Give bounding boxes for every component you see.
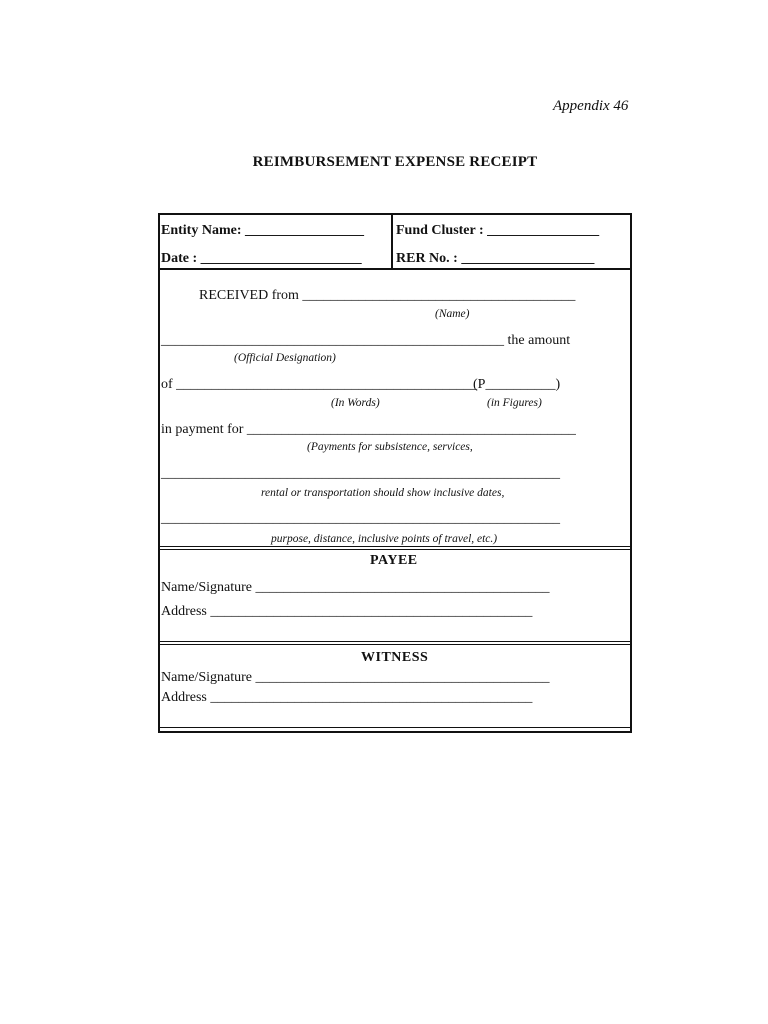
in-figures-caption: (in Figures) (487, 397, 542, 409)
witness-address-field[interactable]: Address ______________________________________________ (161, 690, 533, 705)
payment-caption-line-3: purpose, distance, inclusive points of travel, etc.) (271, 533, 498, 545)
amount-in-words-field[interactable]: of ___________________________________________ (161, 377, 478, 392)
witness-divider-bottom (158, 644, 632, 645)
payee-heading: PAYEE (370, 553, 418, 568)
received-from-field[interactable]: RECEIVED from _______________________________________ (199, 288, 576, 303)
rer-no-field[interactable]: RER No. : ___________________ (396, 251, 595, 266)
payee-divider-bottom (158, 549, 632, 550)
payment-caption-line-2: rental or transportation should show inclusive dates, (261, 487, 505, 499)
payee-address-field[interactable]: Address ______________________________________________ (161, 604, 533, 619)
payment-details-line-2[interactable]: _________________________________________________________ (161, 511, 560, 526)
witness-heading: WITNESS (361, 650, 429, 665)
payment-details-line-1[interactable]: _________________________________________________________ (161, 466, 560, 481)
form-title: REIMBURSEMENT EXPENSE RECEIPT (252, 154, 538, 170)
fund-cluster-field[interactable]: Fund Cluster : ________________ (396, 223, 600, 238)
in-words-caption: (In Words) (331, 397, 380, 409)
amount-in-figures-field[interactable]: (P__________) (473, 377, 561, 392)
payment-for-field[interactable]: in payment for _______________________________________________ (161, 422, 576, 437)
payee-name-signature-field[interactable]: Name/Signature __________________________________________ (161, 580, 550, 595)
payment-caption-line-1: (Payments for subsistence, services, (307, 441, 473, 453)
official-designation-field[interactable]: _________________________________________________ the amount (161, 333, 571, 348)
header-column-divider (391, 213, 393, 269)
witness-name-signature-field[interactable]: Name/Signature __________________________________________ (161, 670, 550, 685)
form-bottom-rule (158, 727, 632, 728)
entity-name-field[interactable]: Entity Name: _________________ (161, 223, 364, 238)
header-divider (158, 268, 632, 270)
date-field[interactable]: Date : _______________________ (161, 251, 362, 266)
payee-divider-top (158, 546, 632, 547)
witness-divider-top (158, 641, 632, 642)
appendix-label: Appendix 46 (553, 98, 629, 114)
official-designation-caption: (Official Designation) (234, 352, 336, 364)
name-caption: (Name) (435, 308, 470, 320)
